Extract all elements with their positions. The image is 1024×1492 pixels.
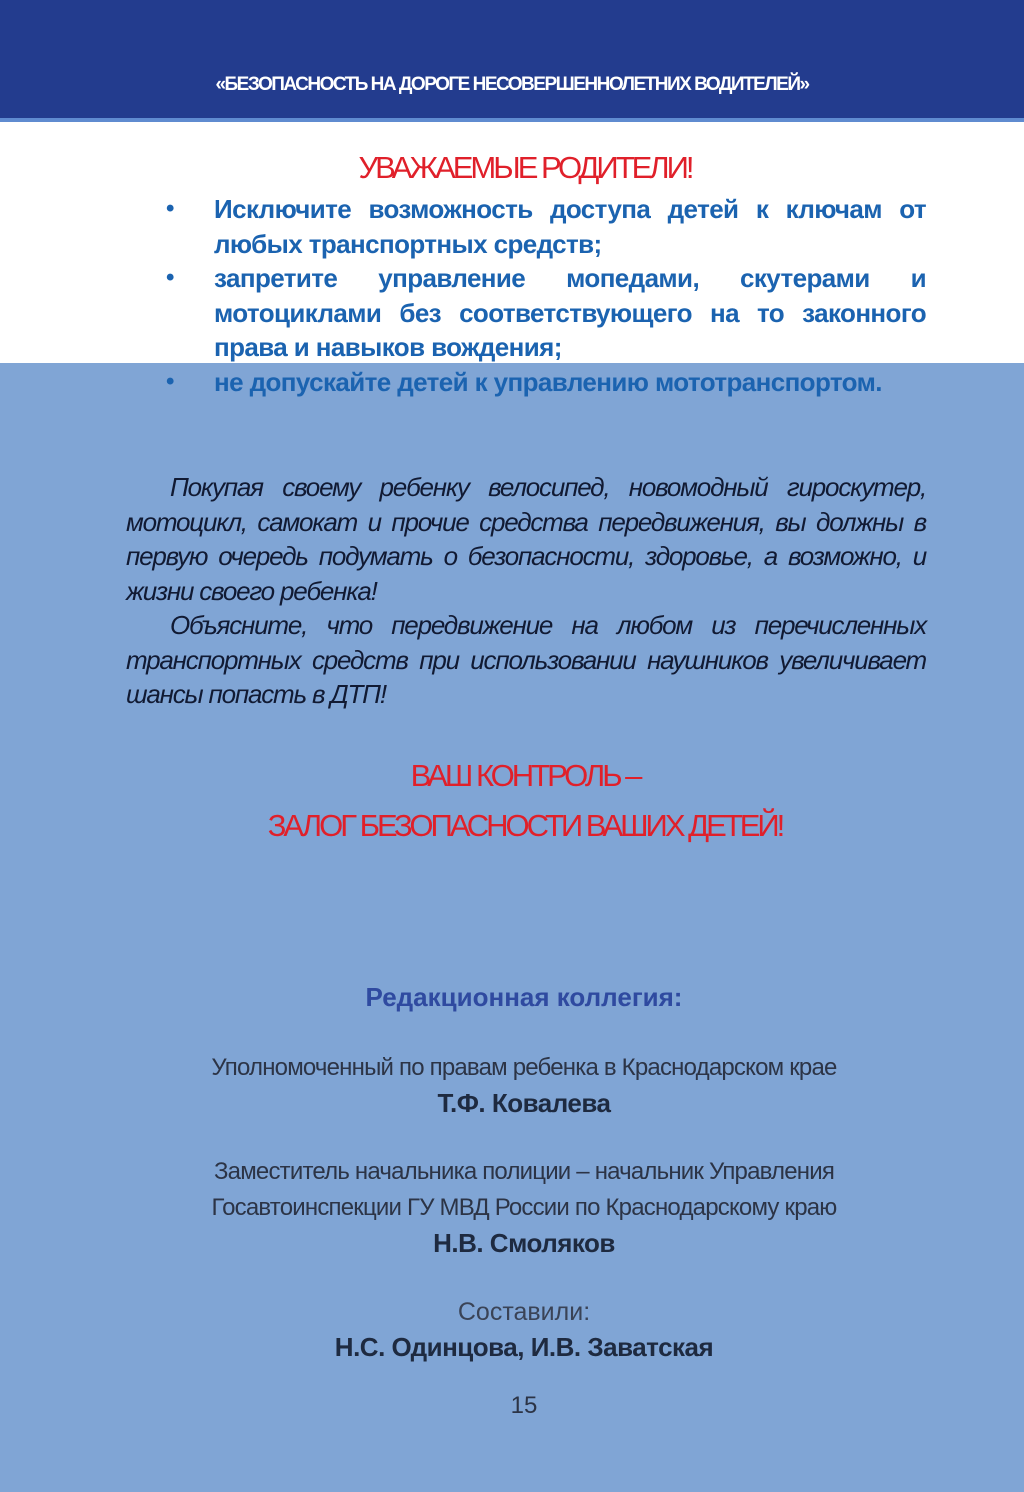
header-title: «БЕЗОПАСНОСТЬ НА ДОРОГЕ НЕСОВЕРШЕННОЛЕТНИХ ВОДИТЕЛЕЙ» [215,74,809,95]
member-role: Уполномоченный по правам ребенка в Краснодарском крае [211,1054,837,1081]
editorial-heading: Редакционная коллегия: [365,982,683,1012]
appeal-bullet-list [166,192,926,399]
header-bar [0,0,1024,118]
member-role: Госавтоинспекции ГУ МВД России по Краснодарскому краю [211,1194,837,1221]
slogan-line-2: ЗАЛОГ БЕЗОПАСНОСТИ ВАШИХ ДЕТЕЙ! [267,808,783,843]
member-role: Заместитель начальника полиции – начальник Управления [213,1158,835,1185]
compiled-names: Н.С. Одинцова, И.В. Заватская [334,1332,714,1362]
member-name: Н.В. Смоляков [433,1228,615,1258]
member-name: Т.Ф. Ковалева [437,1088,611,1118]
appeal-heading: УВАЖАЕМЫЕ РОДИТЕЛИ! [358,150,692,185]
bullet-item: • запретите управление мопедами, скутерами и мотоциклами без соответствующего на то законного права и навыков вождения; [166,261,926,365]
compiled-label: Составили: [457,1298,591,1326]
bullet-item: • Исключите возможность доступа детей к ключам от любых транспортных средств; [166,192,926,261]
header-divider [0,118,1024,122]
advice-paragraph: Объясните, что передвижение на любом из перечисленных транспортных средств при использовании наушников увеличивает шансы попасть в ДТП! [126,610,926,709]
advice-paragraph: Покупая своему ребенку велосипед, новомодный гироскутер, мотоцикл, самокат и прочие средства передвижения, вы должны в первую очередь подумать о безопасности, здоровье, а возможно, и жизни своего ребенка! [126,472,926,606]
slogan-line-1: ВАШ КОНТРОЛЬ – [410,758,640,793]
advice-text [126,470,926,712]
page-number: 15 [510,1392,538,1419]
bullet-item: • не допускайте детей к управлению мототранспортом. [166,365,926,400]
